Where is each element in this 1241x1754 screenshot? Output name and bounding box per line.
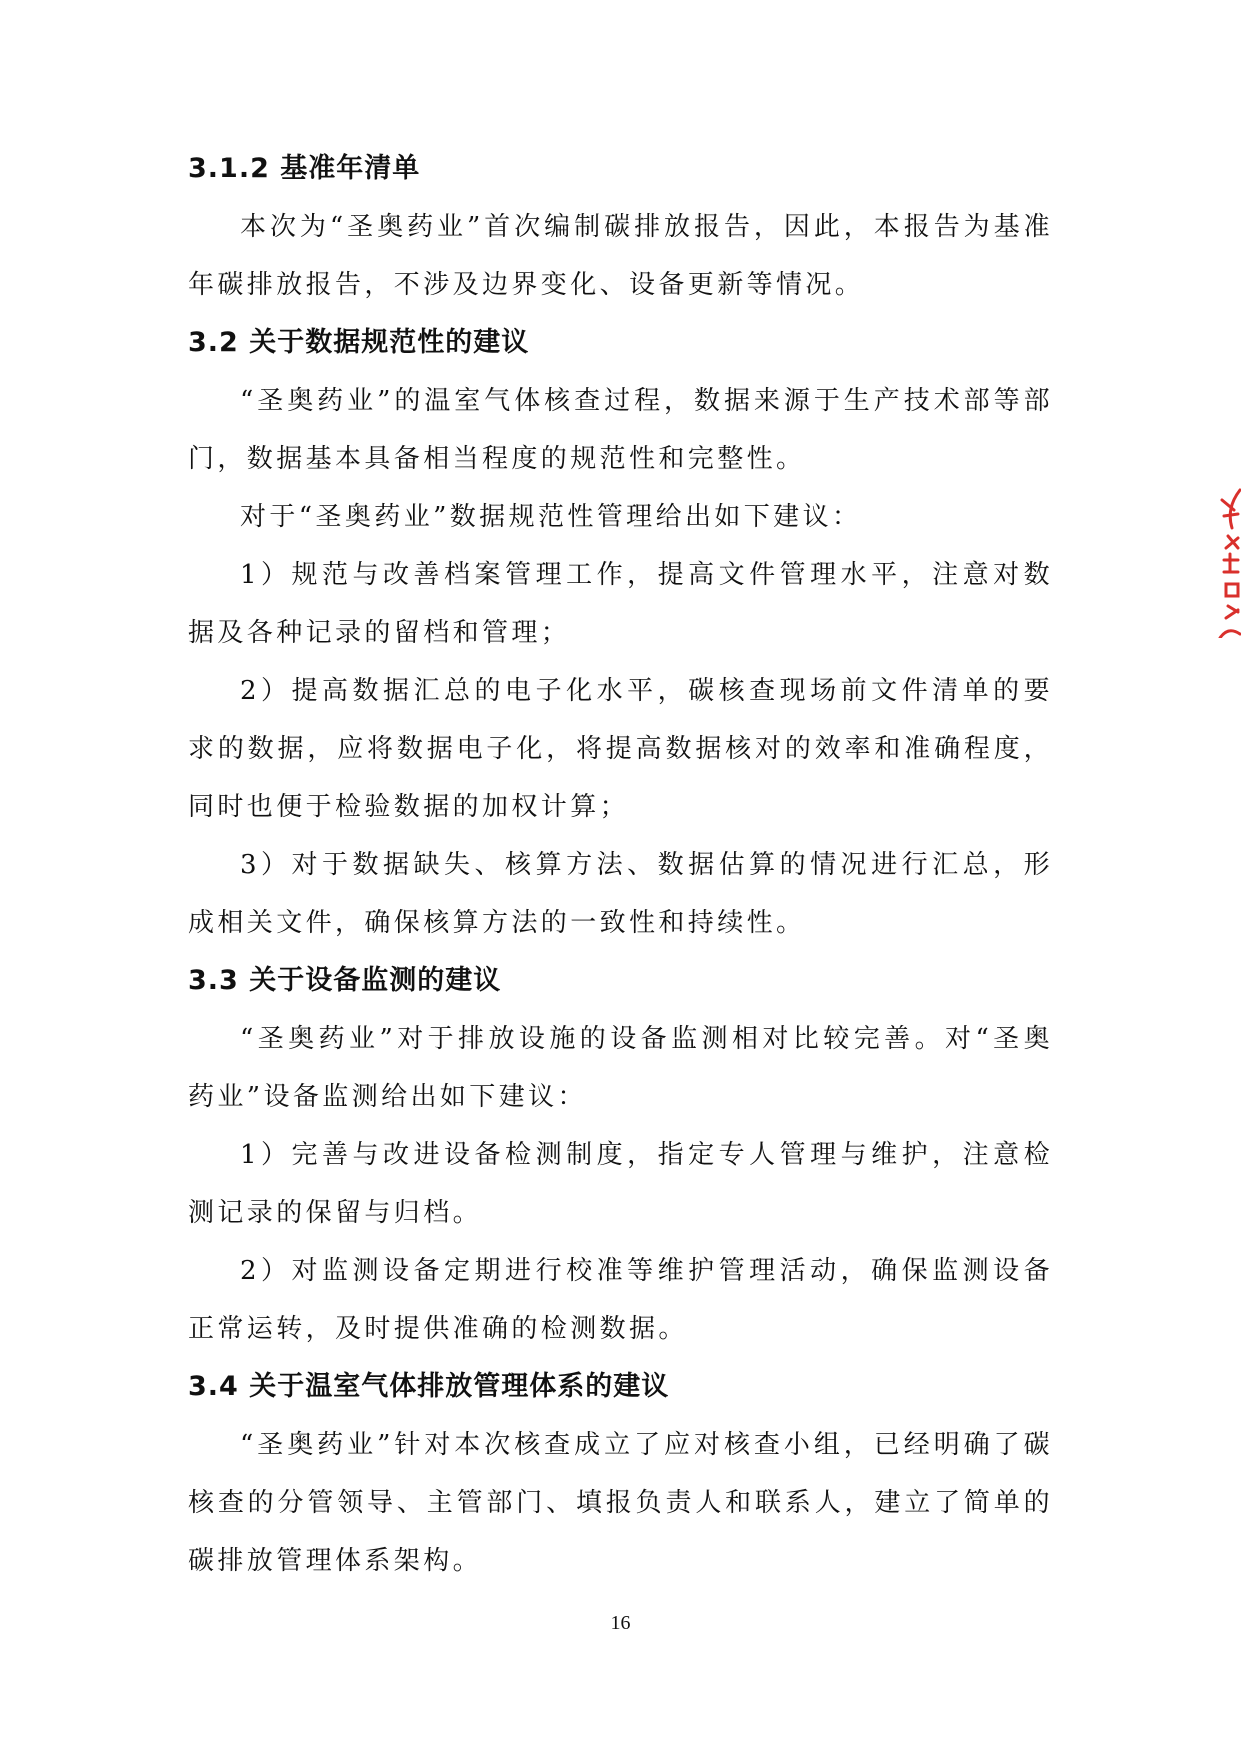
heading-3-2: 3.2 关于数据规范性的建议 (188, 327, 530, 358)
heading-3-1-2: 3.1.2 基准年清单 (188, 153, 421, 184)
paragraph-data-suggestion-2: 2）提高数据汇总的电子化水平，碳核查现场前文件清单的要求的数据，应将数据电子化，将提高数据核对的效率和准确程度，同时也便于检验数据的加权计算； (188, 676, 1053, 822)
red-seal-stamp-fragment (1218, 488, 1241, 638)
page-body (188, 140, 1053, 1590)
paragraph-monitoring-suggestion-2: 2）对监测设备定期进行校准等维护管理活动，确保监测设备正常运转，及时提供准确的检测数据。 (188, 1256, 1053, 1344)
paragraph-baseline-inventory: 本次为“圣奥药业”首次编制碳排放报告，因此，本报告为基准年碳排放报告，不涉及边界变化、设备更新等情况。 (188, 212, 1053, 300)
paragraph-data-suggestions-intro: 对于“圣奥药业”数据规范性管理给出如下建议： (240, 502, 862, 532)
paragraph-data-suggestion-1: 1）规范与改善档案管理工作，提高文件管理水平，注意对数据及各种记录的留档和管理； (188, 560, 1053, 648)
seal-stamp-icon (1218, 488, 1241, 638)
paragraph-data-source: “圣奥药业”的温室气体核查过程，数据来源于生产技术部等部门，数据基本具备相当程度的规范性和完整性。 (188, 386, 1053, 474)
heading-3-4: 3.4 关于温室气体排放管理体系的建议 (188, 1371, 670, 1402)
paragraph-monitoring-suggestion-1: 1）完善与改进设备检测制度，指定专人管理与维护，注意检测记录的保留与归档。 (188, 1140, 1053, 1228)
paragraph-data-suggestion-3: 3）对于数据缺失、核算方法、数据估算的情况进行汇总，形成相关文件，确保核算方法的一致性和持续性。 (188, 850, 1053, 938)
heading-3-3: 3.3 关于设备监测的建议 (188, 965, 502, 996)
page-number: 16 (610, 1612, 631, 1634)
paragraph-management-system: “圣奥药业”针对本次核查成立了应对核查小组，已经明确了碳核查的分管领导、主管部门、填报负责人和联系人，建立了简单的碳排放管理体系架构。 (188, 1430, 1053, 1576)
paragraph-monitoring-intro: “圣奥药业”对于排放设施的设备监测相对比较完善。对“圣奥药业”设备监测给出如下建议： (188, 1024, 1053, 1112)
